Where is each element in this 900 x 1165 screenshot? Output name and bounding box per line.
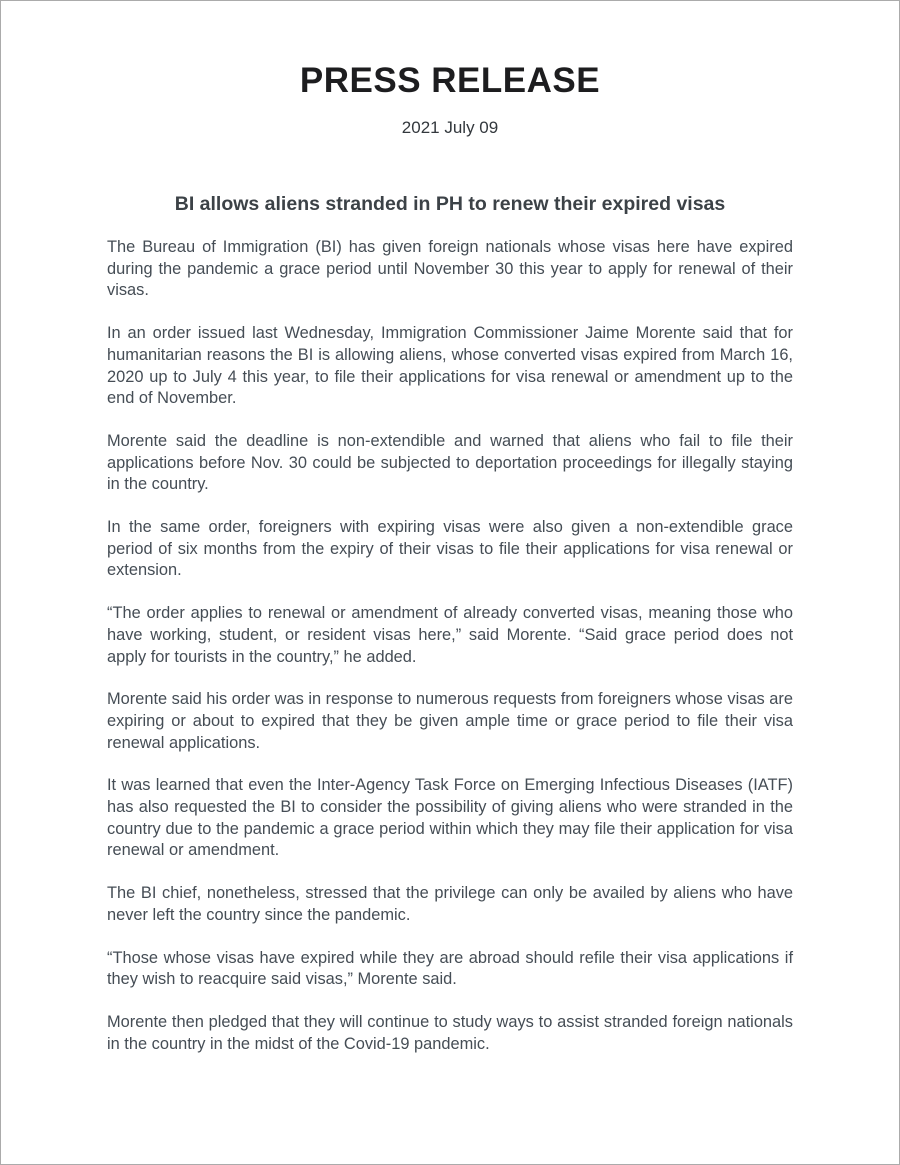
paragraph: The Bureau of Immigration (BI) has given foreign nationals whose visas here have expired during the pandemic a grace period until November 30 this year to apply for renewal of their visas. (107, 238, 793, 300)
paragraph: “Those whose visas have expired while they are abroad should refile their visa applications if they wish to reacquire said visas,” Morente said. (107, 948, 793, 989)
paragraph: In an order issued last Wednesday, Immigration Commissioner Jaime Morente said that for humanitarian reasons the BI is allowing aliens, whose converted visas expired from March 16, 2020 up to July 4 this year, to file their applications for visa renewal or amendment up to the end of November. (107, 324, 793, 408)
paragraph: In the same order, foreigners with expiring visas were also given a non-extendible grace period of six months from the expiry of their visas to file their applications for visa renewal or extension. (107, 518, 793, 580)
paragraph: It was learned that even the Inter-Agency Task Force on Emerging Infectious Diseases (IATF) has also requested the BI to consider the possibility of giving aliens who were stranded in the country due to the pandemic a grace period within which they may file their application for visa renewal or amendment. (107, 776, 793, 860)
paragraph: Morente then pledged that they will continue to study ways to assist stranded foreign nationals in the country in the midst of the Covid-19 pandemic. (107, 1012, 793, 1053)
page-title: PRESS RELEASE (299, 61, 601, 100)
paragraph: Morente said the deadline is non-extendible and warned that aliens who fail to file their applications before Nov. 30 could be subjected to deportation proceedings for illegally staying in the country. (107, 431, 793, 494)
paragraph: “The order applies to renewal or amendment of already converted visas, meaning those who have working, student, or resident visas here,” said Morente. “Said grace period does not apply for tourists in the country,” he added. (107, 604, 793, 666)
article-headline: BI allows aliens stranded in PH to renew their expired visas (174, 193, 726, 215)
paragraph: The BI chief, nonetheless, stressed that the privilege can only be availed by aliens who have never left the country since the pandemic. (107, 884, 793, 924)
article-body (107, 237, 793, 1055)
paragraph: Morente said his order was in response to numerous requests from foreigners whose visas are expiring or about to expired that they be given ample time or grace period to file their visa renewal applications. (107, 690, 793, 752)
release-date: 2021 July 09 (401, 118, 499, 137)
